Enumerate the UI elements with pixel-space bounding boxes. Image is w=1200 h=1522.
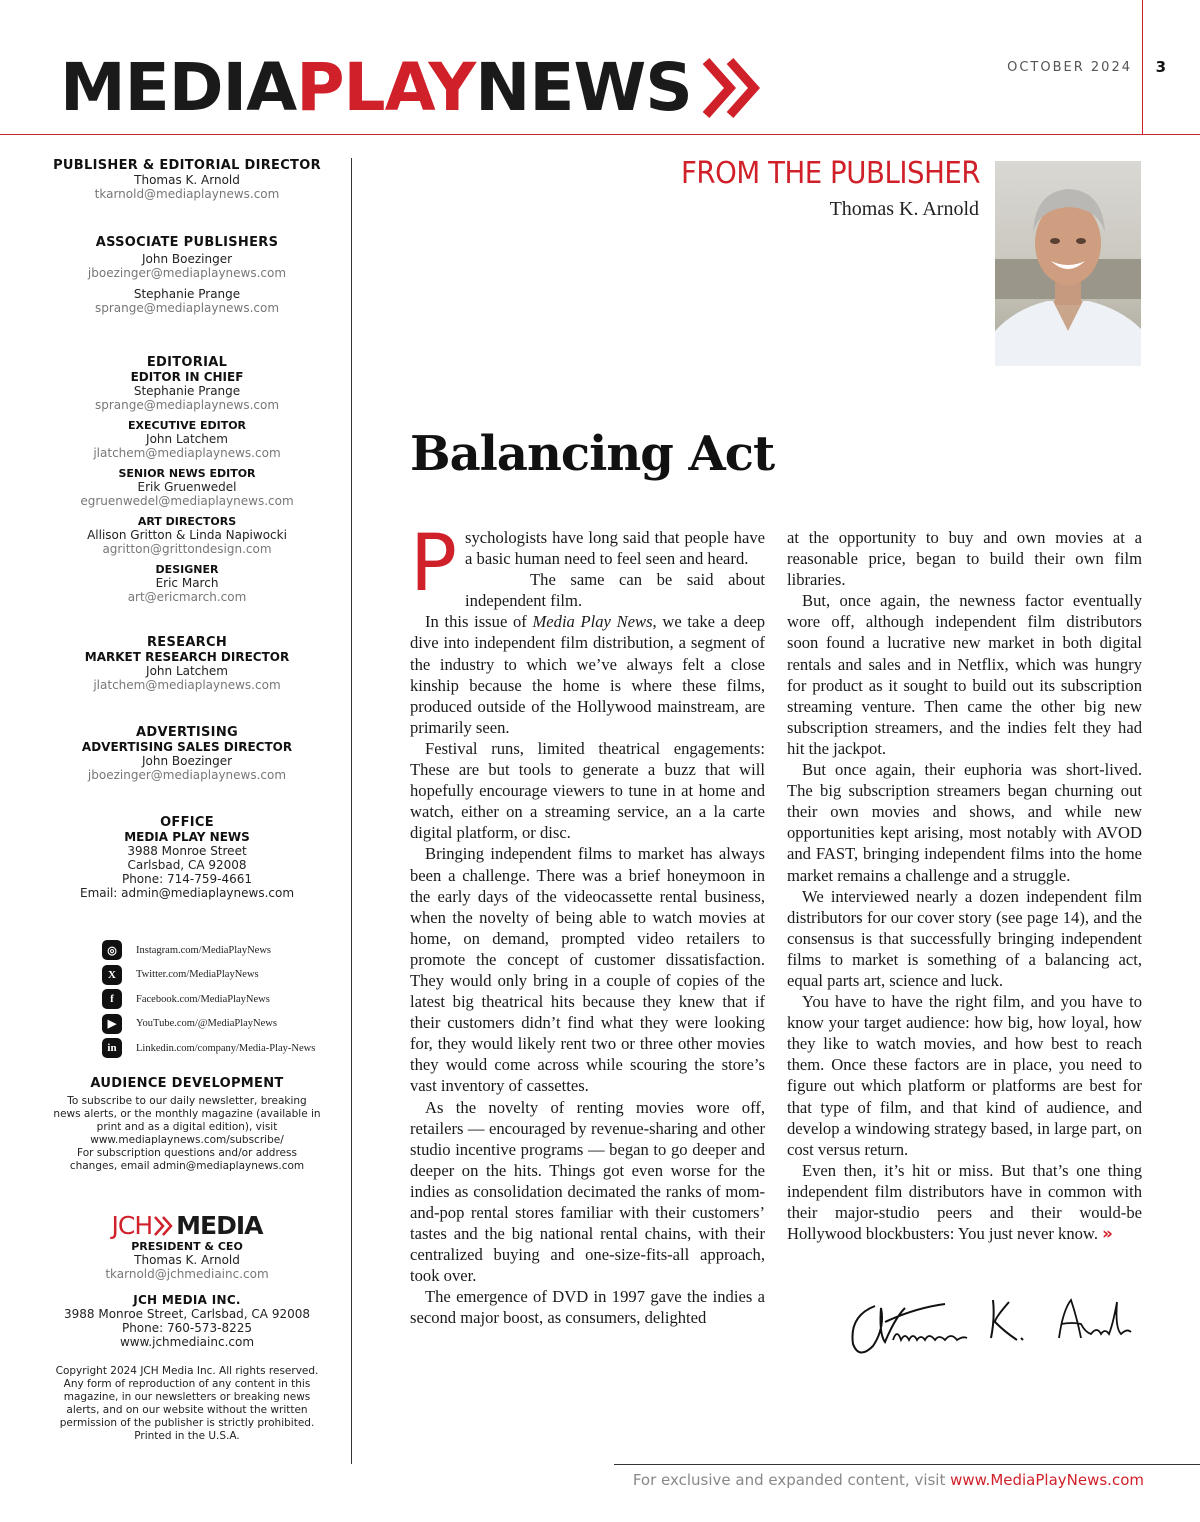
art-directors-role: ART DIRECTORS: [137, 515, 237, 528]
audience-line[interactable]: www.mediaplaynews.com/subscribe/: [90, 1134, 284, 1146]
copyright-line: Printed in the U.S.A.: [134, 1430, 240, 1442]
issue-date: OCTOBER 2024: [1007, 60, 1132, 75]
headline: Balancing Act: [410, 426, 775, 482]
article-column-1: [410, 519, 765, 1329]
paragraph: Festival runs, limited theatrical engagements: These are but tools to generate a buzz that will hopefully encourage viewers to tune in at home and watch, either on a streaming service, an a la carte digital platform, or disc.: [410, 738, 765, 843]
social-label: Twitter.com/MediaPlayNews: [136, 969, 259, 981]
editorial-title: EDITORIAL: [146, 355, 228, 370]
ceo-role: PRESIDENT & CEO: [131, 1240, 243, 1253]
paragraph: But once again, their euphoria was short-lived. The big subscription streamers began churning out their own movies and shows, and while new opportunities kept arising, most notably with AVOD and FAST, bringing independent films into the home market remains a challenge and a struggle.: [787, 760, 1142, 885]
designer-email[interactable]: art@ericmarch.com: [127, 590, 247, 604]
social-link-twitter[interactable]: [102, 963, 352, 988]
associate-2-email[interactable]: sprange@mediaplaynews.com: [94, 301, 280, 315]
end-mark-icon: »: [1102, 1224, 1113, 1244]
page-number: 3: [1155, 58, 1166, 76]
audience-line: For subscription questions and/or address: [77, 1147, 297, 1159]
sidebar-divider: [351, 158, 352, 1464]
eic-name: Stephanie Prange: [133, 384, 241, 398]
social-label: Facebook.com/MediaPlayNews: [136, 993, 270, 1005]
paragraph: As the novelty of renting movies wore off, retailers — encouraged by revenue-sharing and other studio incentive programs — began to go deeper and deeper on the hits. Things got even worse for the indies as consolidation decimated the ranks of mom-and-pop rental stores familiar with their customers’ tastes and the big national rental chains, with their centralized buying and one-size-fits-all approach, took over.: [410, 1097, 765, 1286]
eic-email[interactable]: sprange@mediaplaynews.com: [94, 398, 280, 412]
art-directors-name: Allison Gritton & Linda Napiwocki: [87, 528, 287, 542]
paragraph: at the opportunity to buy and own movies at a reasonable price, began to build their own film libraries.: [787, 528, 1142, 590]
footer-url[interactable]: www.MediaPlayNews.com: [950, 1471, 1144, 1489]
audience-line: changes, email admin@mediaplaynews.com: [69, 1160, 305, 1172]
jch-address: 3988 Monroe Street, Carlsbad, CA 92008: [64, 1307, 310, 1321]
audience-line: print and as a digital edition), visit: [96, 1121, 278, 1133]
staff-sidebar: [20, 158, 354, 900]
advertising-role: ADVERTISING SALES DIRECTOR: [81, 740, 293, 754]
x-twitter-icon: X: [102, 965, 122, 985]
staff-sidebar-lower: [20, 1076, 354, 1443]
audience-title: AUDIENCE DEVELOPMENT: [90, 1076, 284, 1091]
paragraph: You have to have the right film, and you have to know your target audience: how big, how loyal, how they like to watch movies, and how best to reach them. Once these factors are in place, you need to figure out which platform or platforms are best for that type of film, and that kind of audience, and develop a windowing strategy based, in large part, on cost versus return.: [787, 992, 1142, 1159]
senior-editor-name: Erik Gruenwedel: [137, 480, 237, 494]
publisher-name: Thomas K. Arnold: [134, 173, 240, 187]
advertising-name: John Boezinger: [141, 754, 233, 768]
social-link-youtube[interactable]: [102, 1012, 352, 1037]
associate-2-name: Stephanie Prange: [133, 287, 241, 301]
double-chevron-icon: [700, 57, 766, 119]
associate-1-email[interactable]: jboezinger@mediaplaynews.com: [87, 266, 287, 280]
jch-company: JCH MEDIA INC.: [133, 1293, 241, 1307]
copyright-line: permission of the publisher is strictly prohibited.: [59, 1417, 315, 1429]
office-company: MEDIA PLAY NEWS: [124, 830, 250, 844]
masthead-rule: [0, 134, 1200, 135]
social-label: Instagram.com/MediaPlayNews: [136, 944, 272, 956]
paragraph: We interviewed nearly a dozen independent film distributors for our cover story (see page 14), and the consensus is that successfully bringing independent films to market is something of a balancing act, equal parts art, science and luck.: [787, 886, 1142, 990]
office-city: Carlsbad, CA 92008: [127, 858, 247, 872]
jch-media-logo: [112, 1211, 263, 1240]
associate-publishers-title: ASSOCIATE PUBLISHERS: [95, 235, 279, 250]
paragraph: [410, 611, 765, 738]
facebook-icon: f: [102, 989, 122, 1009]
footer: [633, 1471, 1144, 1489]
linkedin-icon: in: [102, 1038, 122, 1058]
research-role: MARKET RESEARCH DIRECTOR: [84, 650, 290, 664]
copyright-line: Copyright 2024 JCH Media Inc. All rights reserved.: [55, 1365, 319, 1377]
social-label: Linkedin.com/company/Media-Play-News: [136, 1042, 316, 1054]
social-link-linkedin[interactable]: [102, 1036, 352, 1061]
masthead: [60, 49, 766, 126]
publisher-title: PUBLISHER & EDITORIAL DIRECTOR: [53, 158, 321, 173]
article-column-2: [787, 527, 1142, 1244]
office-phone: Phone: 714-759-4661: [121, 872, 253, 886]
paragraph-text: In this issue of: [425, 612, 533, 632]
audience-line: news alerts, or the monthly magazine (available in: [53, 1108, 321, 1120]
double-chevron-icon: [153, 1215, 175, 1237]
advertising-title: ADVERTISING: [136, 725, 238, 740]
youtube-icon: ▶: [102, 1014, 122, 1034]
paragraph-text: sychologists have long said that people have a basic human need to feel seen and heard.: [465, 528, 765, 569]
media-play-news-logo[interactable]: [60, 49, 692, 126]
social-label: YouTube.com/@MediaPlayNews: [136, 1018, 277, 1030]
social-link-facebook[interactable]: [102, 987, 352, 1012]
logo-play: PLAY: [296, 49, 476, 126]
research-name: John Latchem: [146, 664, 228, 678]
office-title: OFFICE: [160, 815, 214, 830]
author-name: Thomas K. Arnold: [829, 198, 979, 220]
jch-logo-right: MEDIA: [176, 1211, 263, 1240]
logo-news: NEWS: [475, 49, 692, 126]
senior-editor-email[interactable]: egruenwedel@mediaplaynews.com: [80, 494, 294, 508]
jch-logo-left: JCH: [111, 1211, 153, 1240]
social-link-instagram[interactable]: [102, 938, 352, 963]
instagram-icon: ◎: [102, 940, 122, 960]
section-title: FROM THE PUBLISHER: [680, 156, 980, 191]
ceo-name: Thomas K. Arnold: [134, 1253, 240, 1267]
copyright-line: Any form of reproduction of any content in this: [63, 1378, 311, 1390]
drop-cap: P: [410, 519, 458, 609]
designer-name: Eric March: [155, 576, 219, 590]
author-signature: [845, 1288, 1140, 1368]
copyright-line: alerts, and on our website without the written: [66, 1404, 308, 1416]
ceo-email[interactable]: tkarnold@jchmediainc.com: [105, 1267, 269, 1281]
exec-editor-email[interactable]: jlatchem@mediaplaynews.com: [93, 446, 281, 460]
paragraph-text: , we take a deep dive into independent film distribution, a segment of the industry to which we’ve always felt a close kinship because the home is where these films, produced outside of the Hollywood mainstream, are primarily seen.: [410, 612, 765, 737]
paragraph-text: Even then, it’s hit or miss. But that’s one thing independent film distributors have in common with their major-studio peers and their would-be Hollywood blockbusters: You just never know.: [787, 1160, 1142, 1244]
social-links: [102, 938, 352, 1061]
paragraph: The emergence of DVD in 1997 gave the indies a second major boost, as consumers, delighted: [410, 1287, 765, 1328]
research-title: RESEARCH: [146, 635, 228, 650]
designer-role: DESIGNER: [155, 563, 219, 576]
masthead-divider: [1142, 0, 1143, 135]
advertising-email[interactable]: jboezinger@mediaplaynews.com: [87, 768, 287, 782]
publisher-email[interactable]: tkarnold@mediaplaynews.com: [94, 187, 280, 201]
senior-editor-role: SENIOR NEWS EDITOR: [118, 467, 256, 480]
paragraph: But, once again, the newness factor eventually wore off, although independent film distributors soon found a lucrative new market in both digital rentals and sales and in Netflix, which was hungry for product as it sought to build out its subscription streaming venture. Then came the other big new subscription streamers, and the indies felt they had hit the jackpot.: [787, 591, 1142, 758]
footer-rule: [614, 1464, 1200, 1465]
eic-role: EDITOR IN CHIEF: [130, 370, 244, 384]
exec-editor-role: EXECUTIVE EDITOR: [127, 419, 247, 432]
office-street: 3988 Monroe Street: [127, 844, 247, 858]
paragraph: Bringing independent films to market has always been a challenge. There was a brief honeymoon in the early days of the videocassette rental business, when the novelty of being able to watch movies at home, on demand, prompted video retailers to promote the concept of customer dissatisfaction. They would only bring in a couple of copies of the latest big theatrical hits because they knew that if their customers didn’t find what they were looking for, they would likely rent two or three other movies they would come across while scouring the store’s vast inventory of cassettes.: [410, 844, 765, 1096]
audience-line: To subscribe to our daily newsletter, breaking: [67, 1095, 307, 1107]
copyright-line: magazine, in our newsletters or breaking news: [63, 1391, 311, 1403]
logo-media: MEDIA: [60, 49, 297, 126]
associate-1-name: John Boezinger: [141, 252, 233, 266]
jch-phone: Phone: 760-573-8225: [121, 1321, 253, 1335]
paragraph: [787, 1160, 1142, 1244]
publication-title: Media Play News: [532, 612, 653, 632]
footer-text: For exclusive and expanded content, visit: [632, 1471, 951, 1489]
exec-editor-name: John Latchem: [146, 432, 228, 446]
research-email[interactable]: jlatchem@mediaplaynews.com: [93, 678, 281, 692]
jch-web[interactable]: www.jchmediainc.com: [119, 1335, 255, 1349]
paragraph: The same can be said about independent film.: [465, 570, 765, 611]
office-email[interactable]: Email: admin@mediaplaynews.com: [79, 886, 295, 900]
author-photo: [995, 161, 1141, 366]
art-directors-email[interactable]: agritton@grittondesign.com: [102, 542, 272, 556]
